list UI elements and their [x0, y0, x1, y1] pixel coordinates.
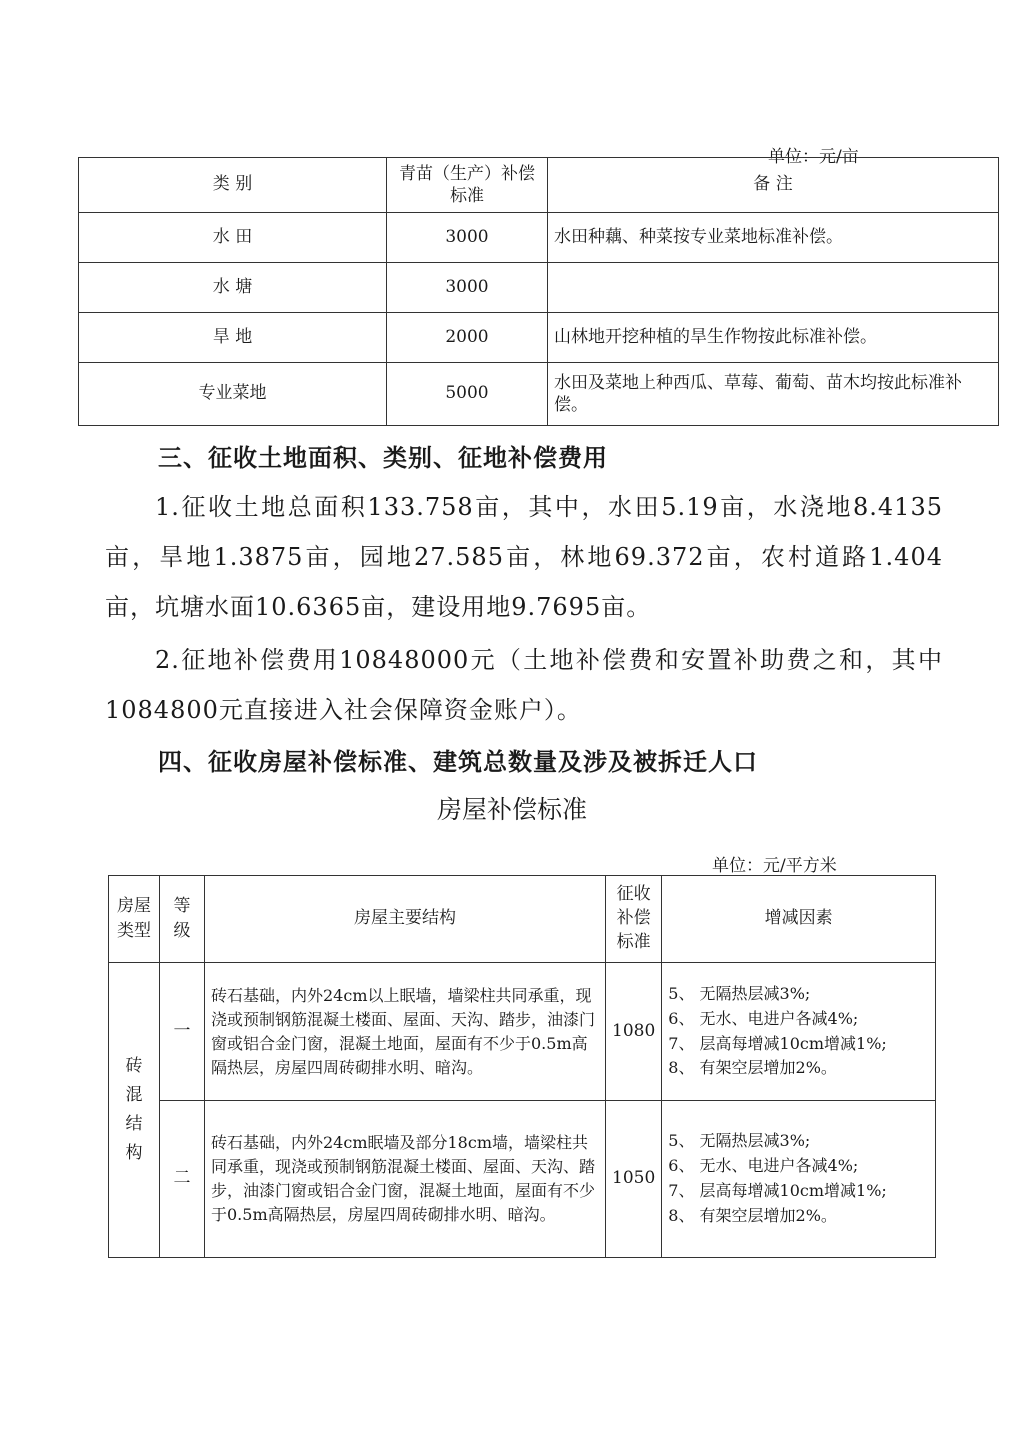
standard: 3000: [387, 213, 548, 263]
factor: 6、 无水、电进户各减4%;: [668, 1156, 859, 1176]
category: 旱 地: [79, 313, 387, 363]
category: 水 田: [79, 213, 387, 263]
factor: 5、 无隔热层减3%;: [668, 983, 811, 1003]
factor: 6、 无水、电进户各减4%;: [668, 1008, 859, 1028]
section3-paragraph-1: 1.征收土地总面积133.758亩，其中，水田5.19亩，水浇地8.4135亩，旱地1.3875亩，园地27.585亩，林地69.372亩，农村道路1.404亩，坑塘水面10.6365亩，建设用地9.7695亩。: [105, 493, 943, 621]
header-note: 备 注: [548, 158, 999, 213]
table-row: [79, 213, 999, 263]
grade: 一: [160, 963, 205, 1101]
table2-title: 房屋补偿标准: [436, 795, 587, 824]
note: [548, 263, 999, 313]
green-crop-compensation-table: [78, 157, 999, 426]
category: 专业菜地: [79, 363, 387, 426]
header-grade: 等级: [160, 876, 205, 963]
structure: 砖石基础，内外24cm以上眠墙，墙梁柱共同承重，现浇或预制钢筋混凝土楼面、屋面、天沟、踏步，油漆门窗或铝合金门窗，混凝土地面，屋面有不少于0.5m高隔热层，房屋四周砖砌排水明、暗沟。: [205, 963, 606, 1101]
factor: 8、 有架空层增加2%。: [668, 1205, 837, 1225]
note: 山林地开挖种植的旱生作物按此标准补偿。: [548, 313, 999, 363]
standard: 5000: [387, 363, 548, 426]
table-row: [79, 263, 999, 313]
header-standard: 青苗（生产）补偿标准: [387, 158, 548, 213]
standard: 1080: [606, 963, 662, 1101]
header-house-type: 房屋类型: [109, 876, 160, 963]
standard: 1050: [606, 1101, 662, 1258]
header-structure: 房屋主要结构: [205, 876, 606, 963]
factor: 8、 有架空层增加2%。: [668, 1058, 837, 1078]
standard: 3000: [387, 263, 548, 313]
factor: 7、 层高每增减10cm增减1%;: [668, 1181, 887, 1200]
table-header-row: [79, 158, 999, 213]
house-type: 砖混结构: [109, 963, 160, 1258]
table-row: [79, 363, 999, 426]
section3-paragraph-2: 2.征地补偿费用10848000元（土地补偿费和安置补助费之和，其中1084800元直接进入社会保障资金账户）。: [105, 646, 943, 724]
factor: 7、 层高每增减10cm增减1%;: [668, 1033, 887, 1053]
note: 水田及菜地上种西瓜、草莓、葡萄、苗木均按此标准补偿。: [548, 363, 999, 426]
structure: 砖石基础，内外24cm眠墙及部分18cm墙，墙梁柱共同承重，现浇或预制钢筋混凝土楼面、屋面、天沟、踏步，油漆门窗或铝合金门窗，混凝土地面，屋面有不少于0.5m高隔热层，房屋四周砖砌排水明、暗沟。: [205, 1101, 606, 1258]
standard: 2000: [387, 313, 548, 363]
factors: [662, 963, 936, 1101]
section4-heading: 四、征收房屋补偿标准、建筑总数量及涉及被拆迁人口: [158, 747, 758, 776]
header-category: 类 别: [79, 158, 387, 213]
factor: 5、 无隔热层减3%;: [668, 1131, 811, 1151]
table-row: [109, 1101, 936, 1258]
header-factors: 增减因素: [662, 876, 936, 963]
table1-unit: 单位：元/亩: [768, 147, 859, 167]
table-row: [79, 313, 999, 363]
grade: 二: [160, 1101, 205, 1258]
section3-heading: 三、征收土地面积、类别、征地补偿费用: [158, 443, 608, 472]
category: 水 塘: [79, 263, 387, 313]
table-header-row: [109, 876, 936, 963]
table2-unit: 单位：元/平方米: [712, 856, 837, 876]
house-compensation-table: [108, 875, 936, 1258]
note: 水田种藕、种菜按专业菜地标准补偿。: [548, 213, 999, 263]
header-standard: 征收补偿标准: [606, 876, 662, 963]
table-row: [109, 963, 936, 1101]
factors: [662, 1101, 936, 1258]
